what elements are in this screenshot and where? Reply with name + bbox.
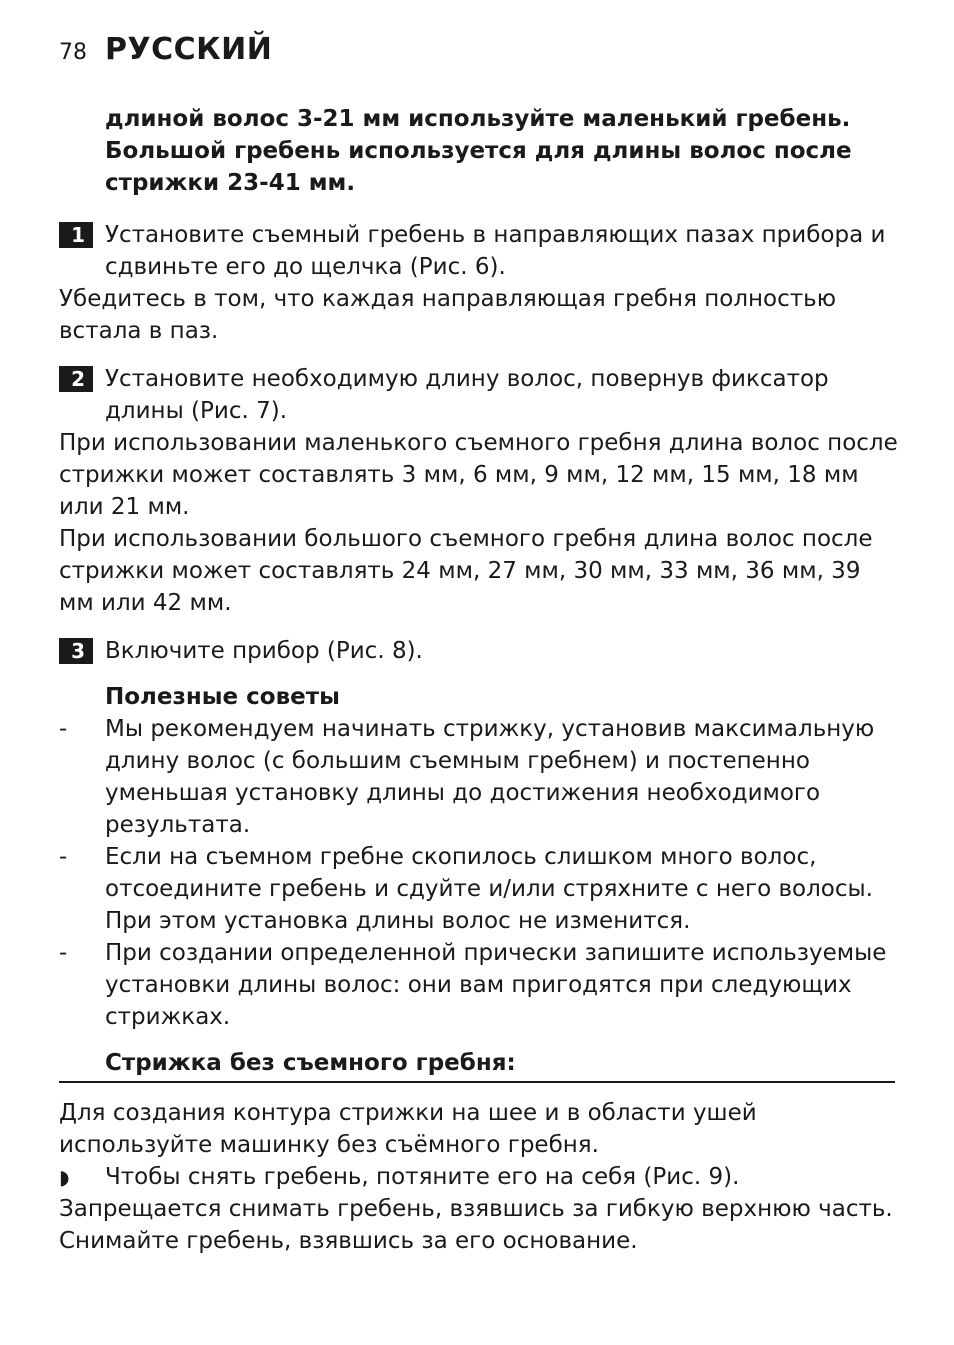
dash-marker: -: [59, 940, 68, 966]
step-3: [59, 635, 899, 667]
tips-heading: Полезные советы: [105, 684, 340, 710]
tip-text: При создании определенной прически запишите используемые установки длины волос: они вам пригодятся при следующих стрижках.: [105, 940, 887, 1030]
intro-line-2: Большой гребень используется для длины волос после стрижки 23-41 мм.: [105, 138, 852, 196]
page-content: [59, 103, 899, 1257]
step-number-badge: 2: [59, 366, 93, 392]
page-number: 78: [59, 40, 87, 65]
step-text: Установите съемный гребень в направляющих пазах прибора и сдвиньте его до щелчка (Рис. 6).: [105, 222, 886, 280]
page-header: [59, 32, 272, 72]
bullet-text: Чтобы снять гребень, потяните его на себя (Рис. 9).: [105, 1164, 740, 1190]
dash-marker: -: [59, 844, 68, 870]
dash-marker: -: [59, 716, 68, 742]
section-heading: Стрижка без съемного гребня:: [105, 1050, 516, 1076]
step-text: Установите необходимую длину волос, повернув фиксатор длины (Рис. 7).: [105, 366, 829, 424]
bullet-arrow-icon: ◗: [59, 1165, 70, 1189]
step-text: Включите прибор (Рис. 8).: [105, 638, 423, 664]
tip-item: [59, 713, 899, 841]
intro-line-1: длиной волос 3-21 мм используйте маленький гребень.: [105, 106, 851, 132]
warning-line-2: Снимайте гребень, взявшись за его основание.: [59, 1228, 638, 1254]
step-number-badge: 3: [59, 638, 93, 664]
step-2-note-2: При использовании большого съемного гребня длина волос после стрижки может составлять 24 мм, 27 мм, 30 мм, 33 мм, 36 мм, 39 мм или 42 мм.: [59, 526, 873, 616]
tip-item: [59, 841, 899, 937]
tip-item: [59, 937, 899, 1033]
step-1: [59, 219, 899, 283]
section-divider: [59, 1081, 895, 1083]
step-1-note: Убедитесь в том, что каждая направляющая гребня полностью встала в паз.: [59, 286, 837, 344]
page-title: РУССКИЙ: [105, 32, 273, 67]
step-2-note-1: При использовании маленького съемного гребня длина волос после стрижки может составлять 3 мм, 6 мм, 9 мм, 12 мм, 15 мм, 18 мм или 21 мм.: [59, 430, 898, 520]
step-number-badge: 1: [59, 222, 93, 248]
section-paragraph: Для создания контура стрижки на шее и в области ушей используйте машинку без съёмного гребня.: [59, 1100, 757, 1158]
intro-block: [59, 103, 899, 199]
step-2: [59, 363, 899, 427]
tip-text: Если на съемном гребне скопилось слишком много волос, отсоедините гребень и сдуйте и/или стряхните с него волосы. При этом установка длины волос не изменится.: [105, 844, 873, 934]
warning-line-1: Запрещается снимать гребень, взявшись за гибкую верхнюю часть.: [59, 1196, 893, 1222]
bullet-item: [59, 1161, 899, 1193]
tip-text: Мы рекомендуем начинать стрижку, установив максимальную длину волос (с большим съемным гребнем) и постепенно уменьшая установку длины до достижения необходимого результата.: [105, 716, 875, 838]
